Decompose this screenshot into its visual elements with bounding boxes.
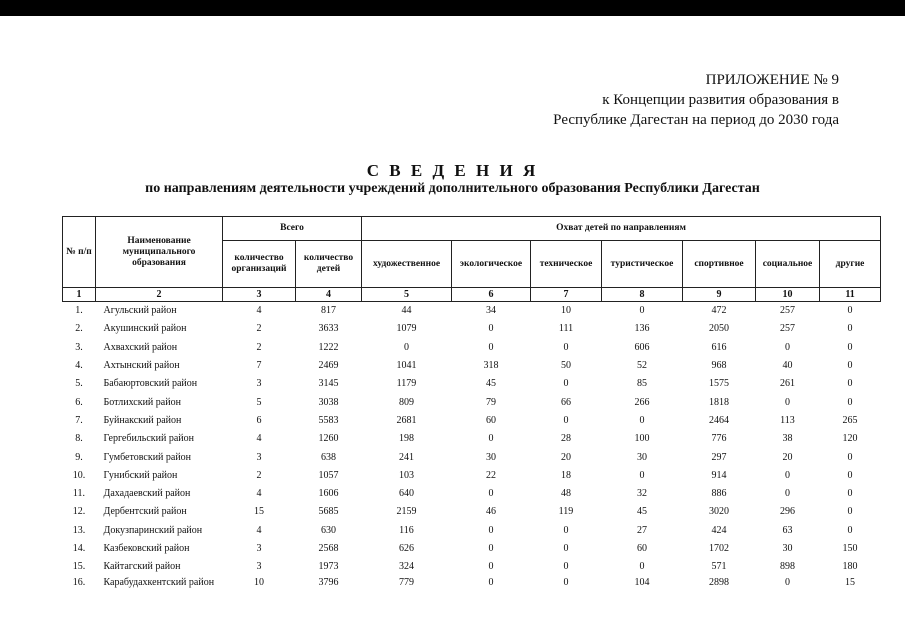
children-count: 1260	[318, 433, 339, 445]
social-count: 296	[780, 506, 795, 518]
children-count: 1057	[318, 469, 339, 481]
district-name: Дахадаевский район	[103, 488, 191, 500]
sport-count: 776	[711, 433, 727, 445]
district-name: Акушинский район	[103, 323, 187, 335]
other-count: 0	[847, 469, 853, 481]
column-number: 11	[820, 288, 881, 302]
table-row	[63, 467, 881, 485]
social-count: 30	[782, 543, 793, 554]
children-count: 3633	[318, 323, 339, 335]
tour-count: 32	[637, 488, 647, 500]
other-count: 0	[847, 323, 853, 335]
tech-count: 0	[563, 543, 569, 554]
scan-top-edge	[0, 0, 905, 16]
table-row	[63, 357, 881, 375]
children-count: 1973	[318, 561, 339, 573]
art-count: 640	[399, 488, 414, 500]
table-row	[63, 558, 881, 576]
art-count: 1041	[396, 360, 417, 372]
eco-count: 30	[486, 451, 496, 463]
tech-count: 18	[561, 469, 571, 481]
tech-count: 0	[563, 524, 569, 536]
children-count: 3145	[318, 378, 339, 390]
org-count: 5	[256, 396, 262, 408]
eco-count: 46	[486, 506, 496, 518]
appendix-reference-cont: Республике Дагестан на период до 2030 года	[553, 112, 839, 128]
header-sport: спортивное	[683, 241, 756, 288]
header-tour: туристическое	[602, 241, 683, 288]
row-index: 10.	[72, 469, 86, 481]
table-row	[63, 320, 881, 338]
sport-count: 571	[711, 561, 727, 573]
district-name: Гергебильский район	[103, 433, 194, 445]
org-count: 2	[256, 323, 262, 335]
org-count: 4	[256, 524, 262, 536]
eco-count: 22	[486, 469, 496, 481]
social-count: 40	[782, 360, 793, 372]
tech-count: 0	[563, 341, 569, 353]
tech-count: 66	[561, 396, 571, 408]
sport-count: 297	[711, 451, 727, 463]
other-count: 0	[847, 506, 853, 518]
eco-count: 0	[488, 577, 494, 589]
children-count: 2568	[318, 543, 339, 554]
org-count: 3	[256, 543, 262, 554]
org-count: 7	[256, 360, 262, 372]
tour-count: 0	[639, 414, 645, 426]
eco-count: 0	[488, 524, 494, 536]
art-count: 1079	[396, 323, 417, 335]
children-count: 2469	[318, 360, 339, 372]
social-count: 113	[780, 414, 795, 426]
children-count: 3038	[318, 396, 339, 408]
org-count: 3	[256, 451, 262, 463]
tour-count: 45	[637, 506, 647, 518]
art-count: 198	[399, 433, 414, 445]
art-count: 1179	[396, 378, 417, 390]
district-name: Казбековский район	[103, 543, 190, 554]
other-count: 120	[842, 433, 858, 445]
row-index: 14.	[72, 543, 86, 554]
row-index: 7.	[75, 414, 83, 426]
org-count: 4	[256, 488, 262, 500]
children-count: 5685	[318, 506, 339, 518]
eco-count: 0	[488, 323, 494, 335]
column-number: 3	[223, 288, 296, 302]
social-count: 257	[780, 323, 795, 335]
district-name: Гумбетовский район	[103, 451, 192, 463]
table-row	[63, 576, 881, 604]
table-row	[63, 339, 881, 357]
art-count: 241	[399, 451, 414, 463]
row-index: 2.	[75, 323, 83, 335]
column-number: 2	[96, 288, 223, 302]
district-name: Ахтынский район	[103, 360, 180, 372]
org-count: 2	[256, 469, 262, 481]
tech-count: 20	[561, 451, 571, 463]
column-number: 6	[452, 288, 531, 302]
other-count: 0	[847, 378, 853, 390]
sport-count: 914	[711, 469, 727, 481]
other-count: 150	[842, 543, 858, 554]
social-count: 898	[780, 561, 795, 573]
district-name: Кайтагский район	[103, 561, 181, 573]
art-count: 626	[399, 543, 414, 554]
art-count: 116	[399, 524, 414, 536]
tech-count: 50	[561, 360, 571, 372]
eco-count: 34	[486, 305, 496, 317]
header-orgs: количество организаций	[223, 241, 296, 288]
table-row	[63, 485, 881, 503]
sport-count: 1818	[709, 396, 729, 408]
tech-count: 119	[558, 506, 574, 518]
row-index: 8.	[75, 433, 83, 445]
social-count: 0	[785, 341, 790, 353]
tour-count: 27	[637, 524, 647, 536]
art-count: 103	[399, 469, 414, 481]
social-count: 261	[780, 378, 795, 390]
other-count: 0	[847, 305, 853, 317]
social-count: 0	[785, 488, 790, 500]
data-table	[62, 216, 881, 604]
header-num: № п/п	[63, 217, 96, 288]
column-number-row	[63, 288, 881, 302]
tech-count: 0	[563, 414, 569, 426]
org-count: 3	[256, 378, 262, 390]
eco-count: 0	[488, 433, 494, 445]
social-count: 20	[782, 451, 793, 463]
eco-count: 79	[486, 396, 496, 408]
column-number: 1	[63, 288, 96, 302]
row-index: 9.	[75, 451, 83, 463]
header-kids: количество детей	[296, 241, 362, 288]
social-count: 38	[782, 433, 793, 445]
social-count: 257	[780, 305, 795, 317]
appendix-header	[553, 70, 839, 130]
tech-count: 0	[563, 577, 569, 589]
sport-count: 424	[711, 524, 727, 536]
eco-count: 60	[486, 414, 496, 426]
tour-count: 104	[634, 577, 650, 589]
children-count: 817	[321, 305, 336, 317]
district-name: Ботлихский район	[103, 396, 181, 408]
tour-count: 100	[634, 433, 650, 445]
district-name: Ахвахский район	[103, 341, 178, 353]
column-number: 7	[531, 288, 602, 302]
row-index: 15.	[72, 561, 86, 573]
row-index: 4.	[75, 360, 83, 372]
sport-count: 1702	[709, 543, 729, 554]
table-row	[63, 448, 881, 466]
header-social: социальное	[756, 241, 820, 288]
table-row	[63, 430, 881, 448]
header-other: другие	[820, 241, 881, 288]
art-count: 2681	[396, 414, 417, 426]
district-name: Докузпаринский район	[103, 524, 203, 536]
social-count: 0	[785, 396, 790, 408]
social-count: 63	[782, 524, 793, 536]
org-count: 10	[254, 577, 264, 589]
other-count: 265	[842, 414, 858, 426]
column-number: 8	[602, 288, 683, 302]
table-row	[63, 522, 881, 540]
row-index: 3.	[75, 341, 83, 353]
row-index: 11.	[72, 488, 86, 500]
children-count: 1222	[318, 341, 339, 353]
children-count: 5583	[318, 414, 339, 426]
sport-count: 472	[711, 305, 727, 317]
tech-count: 111	[558, 323, 574, 335]
org-count: 4	[256, 433, 262, 445]
document-title: С В Е Д Е Н И Я	[366, 161, 539, 180]
row-index: 16.	[72, 577, 86, 589]
header-name: Наименование муниципального образования	[96, 217, 223, 288]
other-count: 0	[847, 451, 853, 463]
table-row	[63, 375, 881, 393]
table-body	[63, 302, 881, 605]
org-count: 6	[256, 414, 262, 426]
row-index: 5.	[75, 378, 83, 390]
district-name: Агульский район	[103, 305, 177, 317]
column-number: 5	[362, 288, 452, 302]
tech-count: 48	[561, 488, 571, 500]
eco-count: 0	[488, 488, 494, 500]
eco-count: 0	[488, 543, 494, 554]
sport-count: 886	[711, 488, 727, 500]
table-row	[63, 412, 881, 430]
children-count: 3796	[318, 577, 339, 589]
org-count: 3	[256, 561, 262, 573]
column-number: 9	[683, 288, 756, 302]
tech-count: 0	[563, 378, 569, 390]
table-row	[63, 540, 881, 558]
table-row	[63, 302, 881, 321]
tech-count: 10	[561, 305, 571, 317]
social-count: 0	[785, 469, 790, 481]
row-index: 1.	[75, 305, 83, 317]
header-tech: техническое	[531, 241, 602, 288]
children-count: 638	[321, 451, 336, 463]
other-count: 0	[847, 396, 853, 408]
header-art: художественное	[362, 241, 452, 288]
org-count: 2	[256, 341, 262, 353]
sport-count: 2898	[709, 577, 729, 589]
art-count: 44	[401, 305, 412, 317]
district-name: Карабудахкентский район	[103, 577, 215, 589]
sport-count: 616	[711, 341, 727, 353]
document-subtitle: по направлениям деятельности учреждений дополнительного образования Республики Дагестан	[145, 181, 760, 196]
tour-count: 85	[637, 378, 647, 390]
art-count: 809	[399, 396, 414, 408]
column-number: 4	[296, 288, 362, 302]
art-count: 0	[404, 341, 409, 353]
other-count: 0	[847, 341, 853, 353]
other-count: 180	[842, 561, 858, 573]
table-row	[63, 393, 881, 411]
tour-count: 136	[634, 323, 650, 335]
table-row	[63, 503, 881, 521]
other-count: 0	[847, 360, 853, 372]
other-count: 0	[847, 524, 853, 536]
tech-count: 28	[561, 433, 571, 445]
header-total: Всего	[223, 217, 362, 241]
header-coverage: Охват детей по направлениям	[362, 217, 881, 241]
tour-count: 266	[634, 396, 650, 408]
tour-count: 0	[639, 469, 645, 481]
appendix-number: ПРИЛОЖЕНИЕ № 9	[705, 72, 839, 88]
column-number: 10	[756, 288, 820, 302]
org-count: 4	[256, 305, 262, 317]
sport-count: 1575	[709, 378, 729, 390]
row-index: 13.	[72, 524, 86, 536]
tour-count: 60	[637, 543, 647, 554]
other-count: 0	[847, 488, 853, 500]
tech-count: 0	[563, 561, 569, 573]
other-count: 15	[845, 577, 856, 589]
org-count: 15	[254, 506, 264, 518]
tour-count: 52	[637, 360, 647, 372]
eco-count: 318	[483, 360, 499, 372]
row-index: 6.	[75, 396, 83, 408]
row-index: 12.	[72, 506, 86, 518]
district-name: Дербентский район	[103, 506, 187, 518]
sport-count: 3020	[709, 506, 729, 518]
tour-count: 30	[637, 451, 647, 463]
children-count: 1606	[318, 488, 339, 500]
sport-count: 2464	[709, 414, 729, 426]
eco-count: 0	[488, 341, 494, 353]
social-count: 0	[785, 577, 790, 589]
art-count: 324	[399, 561, 414, 573]
tour-count: 606	[634, 341, 650, 353]
header-eco: экологическое	[452, 241, 531, 288]
tour-count: 0	[639, 305, 645, 317]
art-count: 779	[399, 577, 414, 589]
appendix-reference: к Концепции развития образования в	[602, 92, 839, 108]
district-name: Бабаюртовский район	[103, 378, 198, 390]
eco-count: 0	[488, 561, 494, 573]
sport-count: 2050	[709, 323, 729, 335]
sport-count: 968	[711, 360, 727, 372]
children-count: 630	[321, 524, 336, 536]
tour-count: 0	[639, 561, 645, 573]
district-name: Буйнакский район	[103, 414, 182, 426]
eco-count: 45	[486, 378, 496, 390]
art-count: 2159	[396, 506, 417, 518]
district-name: Гунибский район	[103, 469, 178, 481]
